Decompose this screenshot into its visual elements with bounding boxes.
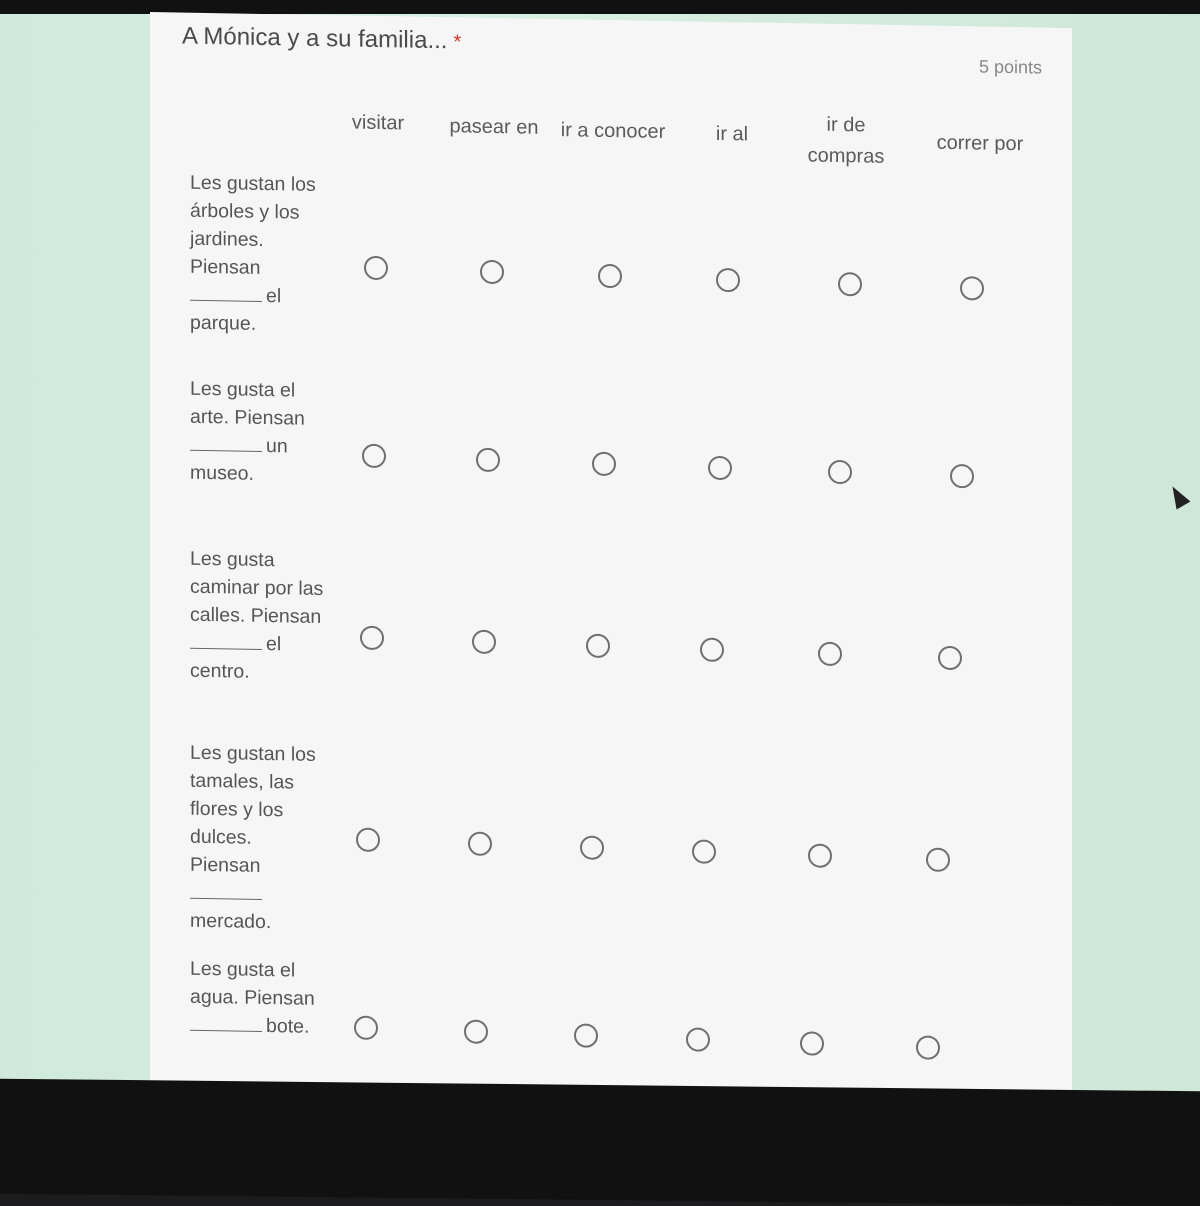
row-1-blank (190, 282, 262, 302)
column-header-pasear-en: pasear en (449, 115, 539, 139)
row-5-blank (190, 1012, 262, 1032)
points-label: 5 points (978, 56, 1042, 78)
radio-row4-ir-al[interactable] (692, 839, 716, 863)
row-label-5 (190, 955, 325, 1041)
column-header-ir-de-compras: ir de compras (807, 113, 885, 168)
radio-row3-ir-de-compras[interactable] (818, 642, 842, 666)
grid-question-card (150, 12, 1072, 1108)
radio-row4-ir-a-conocer[interactable] (580, 836, 604, 860)
column-header-correr-por: correr por (936, 131, 1024, 156)
column-header-visitar: visitar (351, 111, 405, 135)
radio-row5-correr-por[interactable] (916, 1035, 940, 1059)
row-4-text-after: mercado. (190, 909, 272, 934)
row-3-text-before: Les gusta caminar por las calles. Piensan (190, 547, 324, 628)
column-header-ir-a-conocer: ir a conocer (560, 119, 666, 143)
monitor-bottom-bezel (0, 1079, 1200, 1206)
row-label-3 (190, 545, 325, 687)
radio-row1-ir-al[interactable] (716, 268, 740, 292)
radio-row1-ir-a-conocer[interactable] (598, 264, 622, 288)
radio-row5-visitar[interactable] (354, 1016, 378, 1040)
radio-row3-ir-al[interactable] (700, 638, 724, 662)
radio-row3-correr-por[interactable] (938, 646, 962, 670)
radio-row1-pasear-en[interactable] (480, 260, 504, 284)
radio-row3-ir-a-conocer[interactable] (586, 634, 610, 658)
radio-row5-ir-al[interactable] (686, 1027, 710, 1051)
radio-row4-visitar[interactable] (356, 828, 380, 852)
radio-row2-visitar[interactable] (362, 444, 386, 468)
question-title-text: A Mónica y a su familia... (182, 22, 448, 55)
radio-row5-ir-de-compras[interactable] (800, 1031, 824, 1055)
radio-row5-ir-a-conocer[interactable] (574, 1023, 598, 1047)
radio-row2-ir-a-conocer[interactable] (592, 452, 616, 476)
radio-row1-visitar[interactable] (364, 256, 388, 280)
row-1-text-after: el parque. (190, 285, 282, 335)
radio-row2-ir-de-compras[interactable] (828, 460, 852, 484)
row-2-text-before: Les gusta el arte. Piensan (190, 377, 305, 430)
row-label-1 (190, 169, 325, 339)
row-5-text-after: bote. (266, 1015, 310, 1038)
radio-row1-ir-de-compras[interactable] (838, 272, 862, 296)
radio-row4-ir-de-compras[interactable] (808, 843, 832, 867)
question-title (182, 23, 461, 56)
radio-row4-correr-por[interactable] (926, 848, 950, 872)
row-label-4 (190, 739, 325, 937)
row-label-2 (190, 375, 325, 489)
row-2-blank (190, 432, 262, 452)
row-1-text-before: Les gustan los árboles y los jardines. Piensan (190, 171, 316, 279)
radio-row2-pasear-en[interactable] (476, 448, 500, 472)
radio-row5-pasear-en[interactable] (464, 1019, 488, 1043)
radio-row2-ir-al[interactable] (708, 456, 732, 480)
row-5-text-before: Les gusta el agua. Piensan (190, 957, 315, 1010)
radio-row1-correr-por[interactable] (960, 276, 984, 300)
row-4-text-before: Les gustan los tamales, las flores y los dulces. Piensan (190, 741, 316, 877)
radio-row3-pasear-en[interactable] (472, 630, 496, 654)
radio-row3-visitar[interactable] (360, 626, 384, 650)
row-3-text-after: el centro. (190, 633, 282, 683)
row-3-blank (190, 630, 262, 650)
required-asterisk: * (453, 31, 462, 54)
radio-row2-correr-por[interactable] (950, 464, 974, 488)
radio-row4-pasear-en[interactable] (468, 832, 492, 856)
column-header-ir-al: ir al (715, 122, 749, 146)
row-4-blank (190, 880, 262, 900)
row-2-text-after: un museo. (190, 435, 288, 485)
